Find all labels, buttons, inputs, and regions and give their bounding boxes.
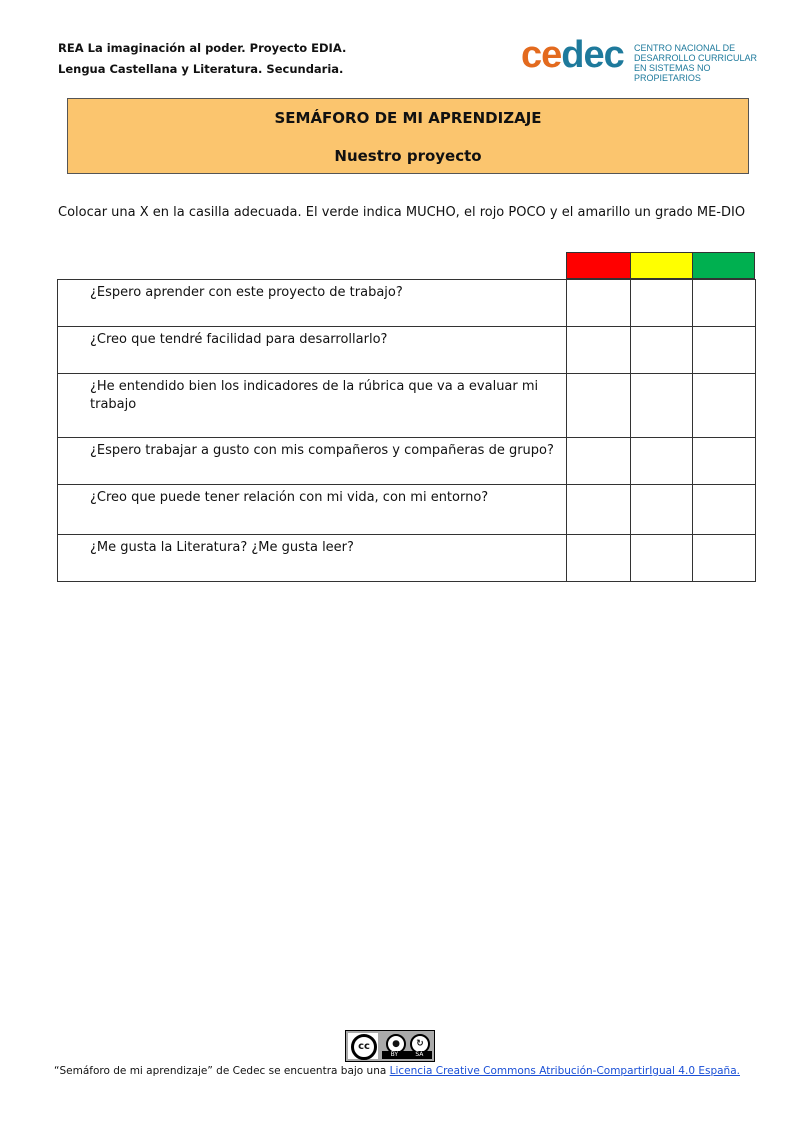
license-footer xyxy=(0,1065,794,1077)
document-header xyxy=(58,38,346,80)
yellow-header-cell xyxy=(630,252,693,279)
page-subtitle: Nuestro proyecto xyxy=(334,147,482,165)
by-label: BY xyxy=(390,1051,399,1058)
red-header-cell xyxy=(566,252,631,279)
creative-commons-badge[interactable] xyxy=(345,1030,435,1062)
table-row xyxy=(58,374,756,438)
instructions-text: Colocar una X en la casilla adecuada. El verde indica MUCHO, el rojo POCO y el amarillo un grado ME-DIO xyxy=(58,205,746,220)
table-row xyxy=(58,535,756,582)
answer-cell-yellow[interactable] xyxy=(631,327,693,374)
answer-cell-red[interactable] xyxy=(567,438,631,485)
question-cell: ¿Me gusta la Literatura? ¿Me gusta leer? xyxy=(58,535,567,582)
answer-cell-red[interactable] xyxy=(567,535,631,582)
table-row xyxy=(58,485,756,535)
header-line-project: REA La imaginación al poder. Proyecto EDIA. xyxy=(58,41,347,55)
question-cell: ¿He entendido bien los indicadores de la rúbrica que va a evaluar mi trabajo xyxy=(58,374,567,438)
answer-cell-green[interactable] xyxy=(693,535,756,582)
answer-cell-red[interactable] xyxy=(567,327,631,374)
page-title: SEMÁFORO DE MI APRENDIZAJE xyxy=(274,109,542,127)
cedec-logo-word: cedec xyxy=(521,34,624,76)
title-box xyxy=(67,98,749,174)
answer-cell-yellow[interactable] xyxy=(631,535,693,582)
table-row xyxy=(58,280,756,327)
license-text: “Semáforo de mi aprendizaje” de Cedec se encuentra bajo una xyxy=(54,1065,390,1077)
answer-cell-green[interactable] xyxy=(693,280,756,327)
self-assessment-table xyxy=(57,279,756,582)
cedec-logo-subtitle: CENTRO NACIONAL DE DESARROLLO CURRICULAR EN SISTEMAS NO PROPIETARIOS xyxy=(634,43,758,83)
answer-cell-red[interactable] xyxy=(567,485,631,535)
answer-cell-red[interactable] xyxy=(567,374,631,438)
table-row xyxy=(58,327,756,374)
answer-cell-green[interactable] xyxy=(693,438,756,485)
answer-cell-green[interactable] xyxy=(693,374,756,438)
table-row xyxy=(58,438,756,485)
answer-cell-green[interactable] xyxy=(693,327,756,374)
sa-label: SA xyxy=(415,1051,424,1058)
question-cell: ¿Espero trabajar a gusto con mis compañeros y compañeras de grupo? xyxy=(58,438,567,485)
answer-cell-yellow[interactable] xyxy=(631,374,693,438)
license-link[interactable]: Licencia Creative Commons Atribución-CompartirIgual 4.0 España. xyxy=(389,1065,740,1077)
question-cell: ¿Espero aprender con este proyecto de trabajo? xyxy=(58,280,567,327)
answer-cell-green[interactable] xyxy=(693,485,756,535)
question-cell: ¿Creo que tendré facilidad para desarrollarlo? xyxy=(58,327,567,374)
green-header-cell xyxy=(692,252,755,279)
answer-cell-yellow[interactable] xyxy=(631,485,693,535)
cc-icon: cc xyxy=(351,1034,377,1060)
share-alike-icon: ↻ xyxy=(410,1034,430,1054)
answer-cell-yellow[interactable] xyxy=(631,280,693,327)
question-cell: ¿Creo que puede tener relación con mi vida, con mi entorno? xyxy=(58,485,567,535)
answer-cell-yellow[interactable] xyxy=(631,438,693,485)
header-line-subject: Lengua Castellana y Literatura. Secundaria. xyxy=(58,62,344,76)
answer-cell-red[interactable] xyxy=(567,280,631,327)
attribution-icon: ● xyxy=(386,1034,406,1054)
cedec-logo xyxy=(521,34,771,83)
